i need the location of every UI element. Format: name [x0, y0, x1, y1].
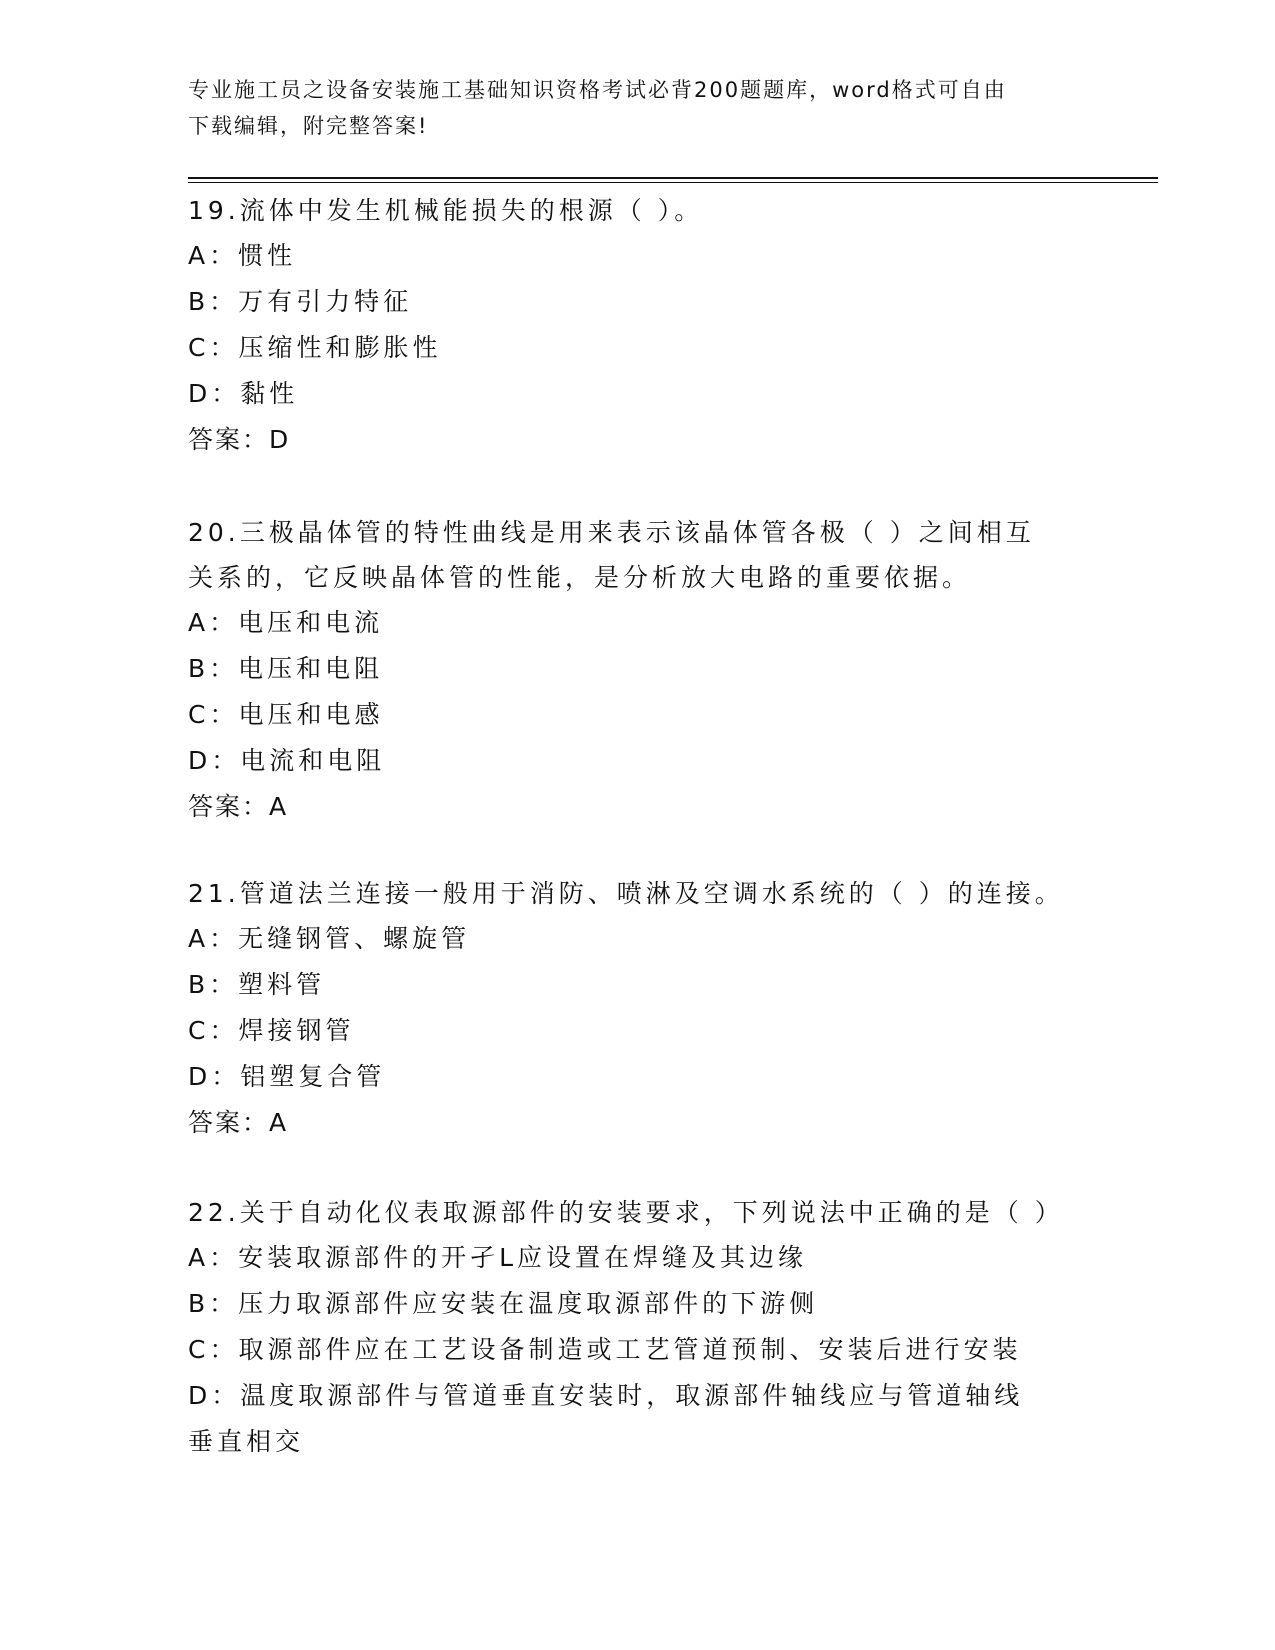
answer-line: 答案：A — [188, 792, 289, 821]
option-c: C：压缩性和膨胀性 — [188, 333, 442, 362]
document-header — [188, 72, 1068, 144]
question-20 — [188, 510, 1088, 830]
option-b: B：压力取源部件应安装在温度取源部件的下游侧 — [188, 1289, 819, 1318]
question-stem: 21.管道法兰连接一般用于消防、喷淋及空调水系统的（ ）的连接。 — [188, 879, 1064, 908]
question-22 — [188, 1190, 1088, 1465]
option-a: A：安装取源部件的开孑L应设置在焊缝及其边缘 — [188, 1243, 808, 1272]
option-d: D：温度取源部件与管道垂直安装时，取源部件轴线应与管道轴线垂直相交 — [188, 1381, 1024, 1456]
answer-line: 答案：D — [188, 425, 291, 454]
question-19 — [188, 188, 1088, 463]
header-line-2: 下载编辑，附完整答案! — [188, 114, 429, 138]
question-stem: 22.关于自动化仪表取源部件的安装要求，下列说法中正确的是（ ） — [188, 1198, 1064, 1227]
option-a: A：惯性 — [188, 241, 297, 270]
option-b: B：万有引力特征 — [188, 287, 413, 316]
option-b: B：电压和电阻 — [188, 654, 384, 683]
option-c: C：电压和电感 — [188, 700, 384, 729]
option-c: C：取源部件应在工艺设备制造或工艺管道预制、安装后进行安装 — [188, 1335, 1022, 1364]
option-d: D：黏性 — [188, 379, 299, 408]
question-stem: 20.三极晶体管的特性曲线是用来表示该晶体管各极（ ）之间相互关系的，它反映晶体管的性能，是分析放大电路的重要依据。 — [188, 518, 1035, 592]
option-d: D：铝塑复合管 — [188, 1062, 386, 1091]
question-stem: 19.流体中发生机械能损失的根源（ ）。 — [188, 196, 704, 225]
option-d: D：电流和电阻 — [188, 746, 386, 775]
option-b: B：塑料管 — [188, 970, 326, 999]
answer-line: 答案：A — [188, 1108, 289, 1137]
option-c: C：焊接钢管 — [188, 1016, 355, 1045]
question-21 — [188, 871, 1088, 1146]
header-divider-thick — [188, 177, 1158, 179]
header-line-1: 专业施工员之设备安装施工基础知识资格考试必背200题题库，word格式可自由 — [188, 78, 1007, 102]
header-divider-thin — [188, 182, 1158, 183]
option-a: A：电压和电流 — [188, 608, 384, 637]
option-a: A：无缝钢管、螺旋管 — [188, 924, 471, 953]
